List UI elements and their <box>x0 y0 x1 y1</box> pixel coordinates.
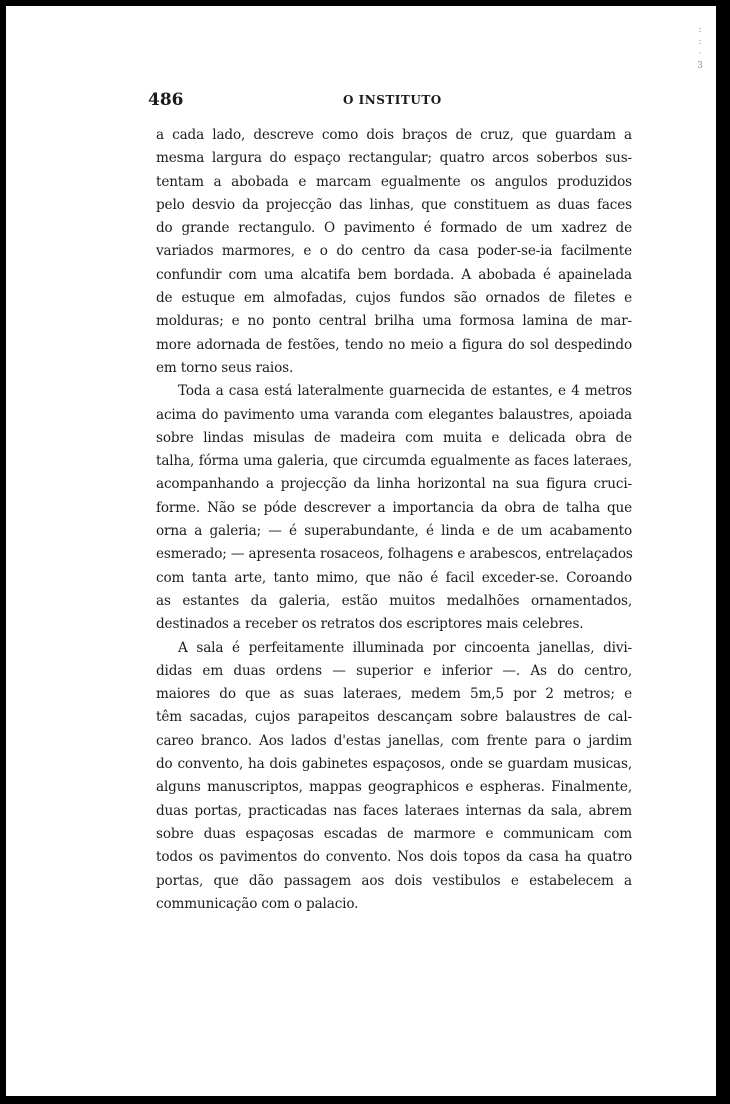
paragraph-3 <box>156 637 632 917</box>
text-line: têm sacadas, cujos parapeitos descançam sobre balaustres de cal- <box>156 709 632 726</box>
text-line: variados marmores, e o do centro da casa poder-se-ia facilmente <box>156 243 632 260</box>
page-number: 486 <box>148 90 184 110</box>
text-line: mesma largura do espaço rectangular; quatro arcos soberbos sus- <box>156 150 632 167</box>
edge-mark: · <box>698 49 702 59</box>
text-line: talha, fórma uma galeria, que circumda egualmente as faces lateraes, <box>156 453 632 470</box>
text-line: molduras; e no ponto central brilha uma formosa lamina de mar- <box>156 313 632 330</box>
text-line: Toda a casa está lateralmente guarnecida de estantes, e 4 metros <box>178 383 632 400</box>
edge-mark: : <box>698 37 702 47</box>
text-line: do grande rectangulo. O pavimento é formado de um xadrez de <box>156 220 632 237</box>
text-line: more adornada de festões, tendo no meio a figura do sol despedindo <box>156 336 632 353</box>
running-title: O INSTITUTO <box>343 93 442 107</box>
text-line: acompanhando a projecção da linha horizontal na sua figura cruci- <box>156 476 632 493</box>
body-text <box>156 124 632 916</box>
text-line: orna a galeria; — é superabundante, é linda e de um acabamento <box>156 523 632 540</box>
edge-mark: 3 <box>697 61 703 71</box>
text-line: a cada lado, descreve como dois braços de cruz, que guardam a <box>156 127 632 143</box>
text-line: forme. Não se póde descrever a importancia da obra de talha que <box>156 499 632 516</box>
text-line: portas, que dão passagem aos dois vestibulos e estabelecem a <box>156 872 632 889</box>
text-line: maiores do que as suas lateraes, medem 5m,5 por 2 metros; e <box>156 686 632 703</box>
text-line: em torno seus raios. <box>156 359 294 376</box>
text-line: acima do pavimento uma varanda com elegantes balaustres, apoiada <box>156 406 632 423</box>
text-line: as estantes da galeria, estão muitos medalhões ornamentados, <box>156 592 632 609</box>
page-header <box>148 90 633 114</box>
text-line: de estuque em almofadas, cujos fundos são ornados de filetes e <box>156 290 632 307</box>
edge-marks <box>692 24 708 74</box>
text-line: todos os pavimentos do convento. Nos dois topos da casa ha quatro <box>156 849 632 866</box>
text-line: sobre duas espaçosas escadas de marmore e communicam com <box>156 825 632 842</box>
text-line: duas portas, practicadas nas faces lateraes internas da sala, abrem <box>156 802 632 819</box>
text-line: destinados a receber os retratos dos escriptores mais celebres. <box>156 616 584 633</box>
text-line: careo branco. Aos lados d'estas janellas, com frente para o jardim <box>156 732 632 749</box>
text-line: tentam a abobada e marcam egualmente os angulos produzidos <box>156 173 632 190</box>
text-line: A sala é perfeitamente illuminada por cincoenta janellas, divi- <box>178 639 632 656</box>
text-line: do convento, ha dois gabinetes espaçosos, onde se guardam musicas, <box>156 756 632 773</box>
text-line: sobre lindas misulas de madeira com muita e delicada obra de <box>156 429 632 446</box>
text-line: didas em duas ordens — superior e inferior —. As do centro, <box>156 662 632 679</box>
paragraph-2 <box>156 380 632 636</box>
text-line: communicação com o palacio. <box>156 895 359 912</box>
text-line: confundir com uma alcatifa bem bordada. A abobada é apainelada <box>156 266 632 283</box>
book-page <box>6 6 716 1096</box>
text-line: pelo desvio da projecção das linhas, que constituem as duas faces <box>156 196 632 213</box>
edge-mark: : <box>698 25 702 35</box>
text-line: esmerado; — apresenta rosaceos, folhagens e arabescos, entrelaçados <box>156 546 633 563</box>
paragraph-1 <box>156 124 632 380</box>
text-line: alguns manuscriptos, mappas geographicos e espheras. Finalmente, <box>156 779 632 796</box>
text-line: com tanta arte, tanto mimo, que não é facil exceder-se. Coroando <box>156 569 632 586</box>
